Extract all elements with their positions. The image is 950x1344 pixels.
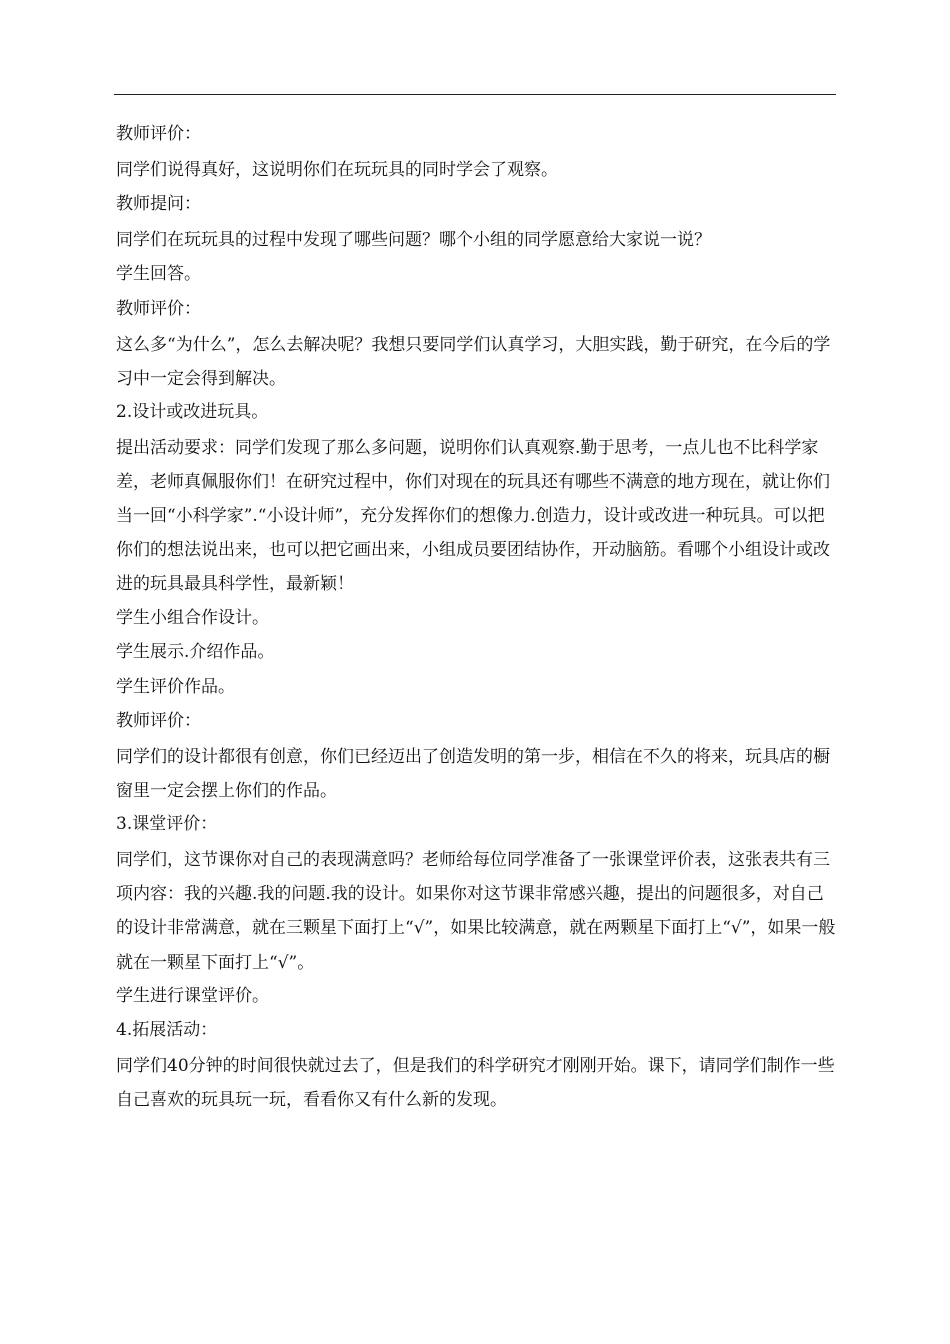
paragraph: 学生展示.介绍作品。 <box>116 642 275 663</box>
paragraph: 教师评价： <box>116 711 201 732</box>
paragraph: 同学们在玩玩具的过程中发现了哪些问题？哪个小组的同学愿意给大家说一说？ <box>116 229 711 250</box>
paragraph: 学生回答。 <box>116 264 201 285</box>
section-heading: 4.拓展活动： <box>116 1020 218 1041</box>
paragraph: 同学们，这节课你对自己的表现满意吗？老师给每位同学准备了一张课堂评价表，这张表共有三项内容：我的兴趣.我的问题.我的设计。如果你对这节课非常感兴趣，提出的问题很多，对自己的设计非常满意，就在三颗星下面打上“√”，如果比较满意，就在两颗星下面打上“√”，如果一般就在一颗星下面打上“√”。 <box>116 849 836 973</box>
document-body <box>116 120 840 1117</box>
paragraph: 同学们的设计都很有创意，你们已经迈出了创造发明的第一步，相信在不久的将来，玩具店的橱窗里一定会摆上你们的作品。 <box>116 746 830 802</box>
paragraph: 教师提问： <box>116 194 201 215</box>
section-heading: 2.设计或改进玩具。 <box>116 401 269 422</box>
paragraph: 教师评价： <box>116 298 201 319</box>
paragraph: 教师评价： <box>116 124 201 144</box>
section-heading: 3.课堂评价： <box>116 814 218 835</box>
paragraph: 同学们40分钟的时间很快就过去了，但是我们的科学研究才刚刚开始。课下，请同学们制作一些自己喜欢的玩具玩一玩，看看你又有什么新的发现。 <box>116 1055 835 1111</box>
paragraph: 学生评价作品。 <box>116 676 235 697</box>
paragraph: 同学们说得真好，这说明你们在玩玩具的同时学会了观察。 <box>116 159 558 180</box>
paragraph: 这么多“为什么”，怎么去解决呢？我想只要同学们认真学习，大胆实践，勤于研究，在今后的学习中一定会得到解决。 <box>116 334 831 389</box>
paragraph: 学生进行课堂评价。 <box>116 985 269 1006</box>
header-rule <box>114 94 836 95</box>
paragraph: 提出活动要求：同学们发现了那么多问题，说明你们认真观察.勤于思考，一点儿也不比科学家差，老师真佩服你们！在研究过程中，你们对现在的玩具还有哪些不满意的地方现在，就让你们当一回“小科学家”.“小设计师”，充分发挥你们的想像力.创造力，设计或改进一种玩具。可以把你们的想法说出来，也可以把它画出来，小组成员要团结协作，开动脑筋。看哪个小组设计或改进的玩具最具科学性，最新颖！ <box>116 437 830 595</box>
paragraph: 学生小组合作设计。 <box>116 607 269 628</box>
